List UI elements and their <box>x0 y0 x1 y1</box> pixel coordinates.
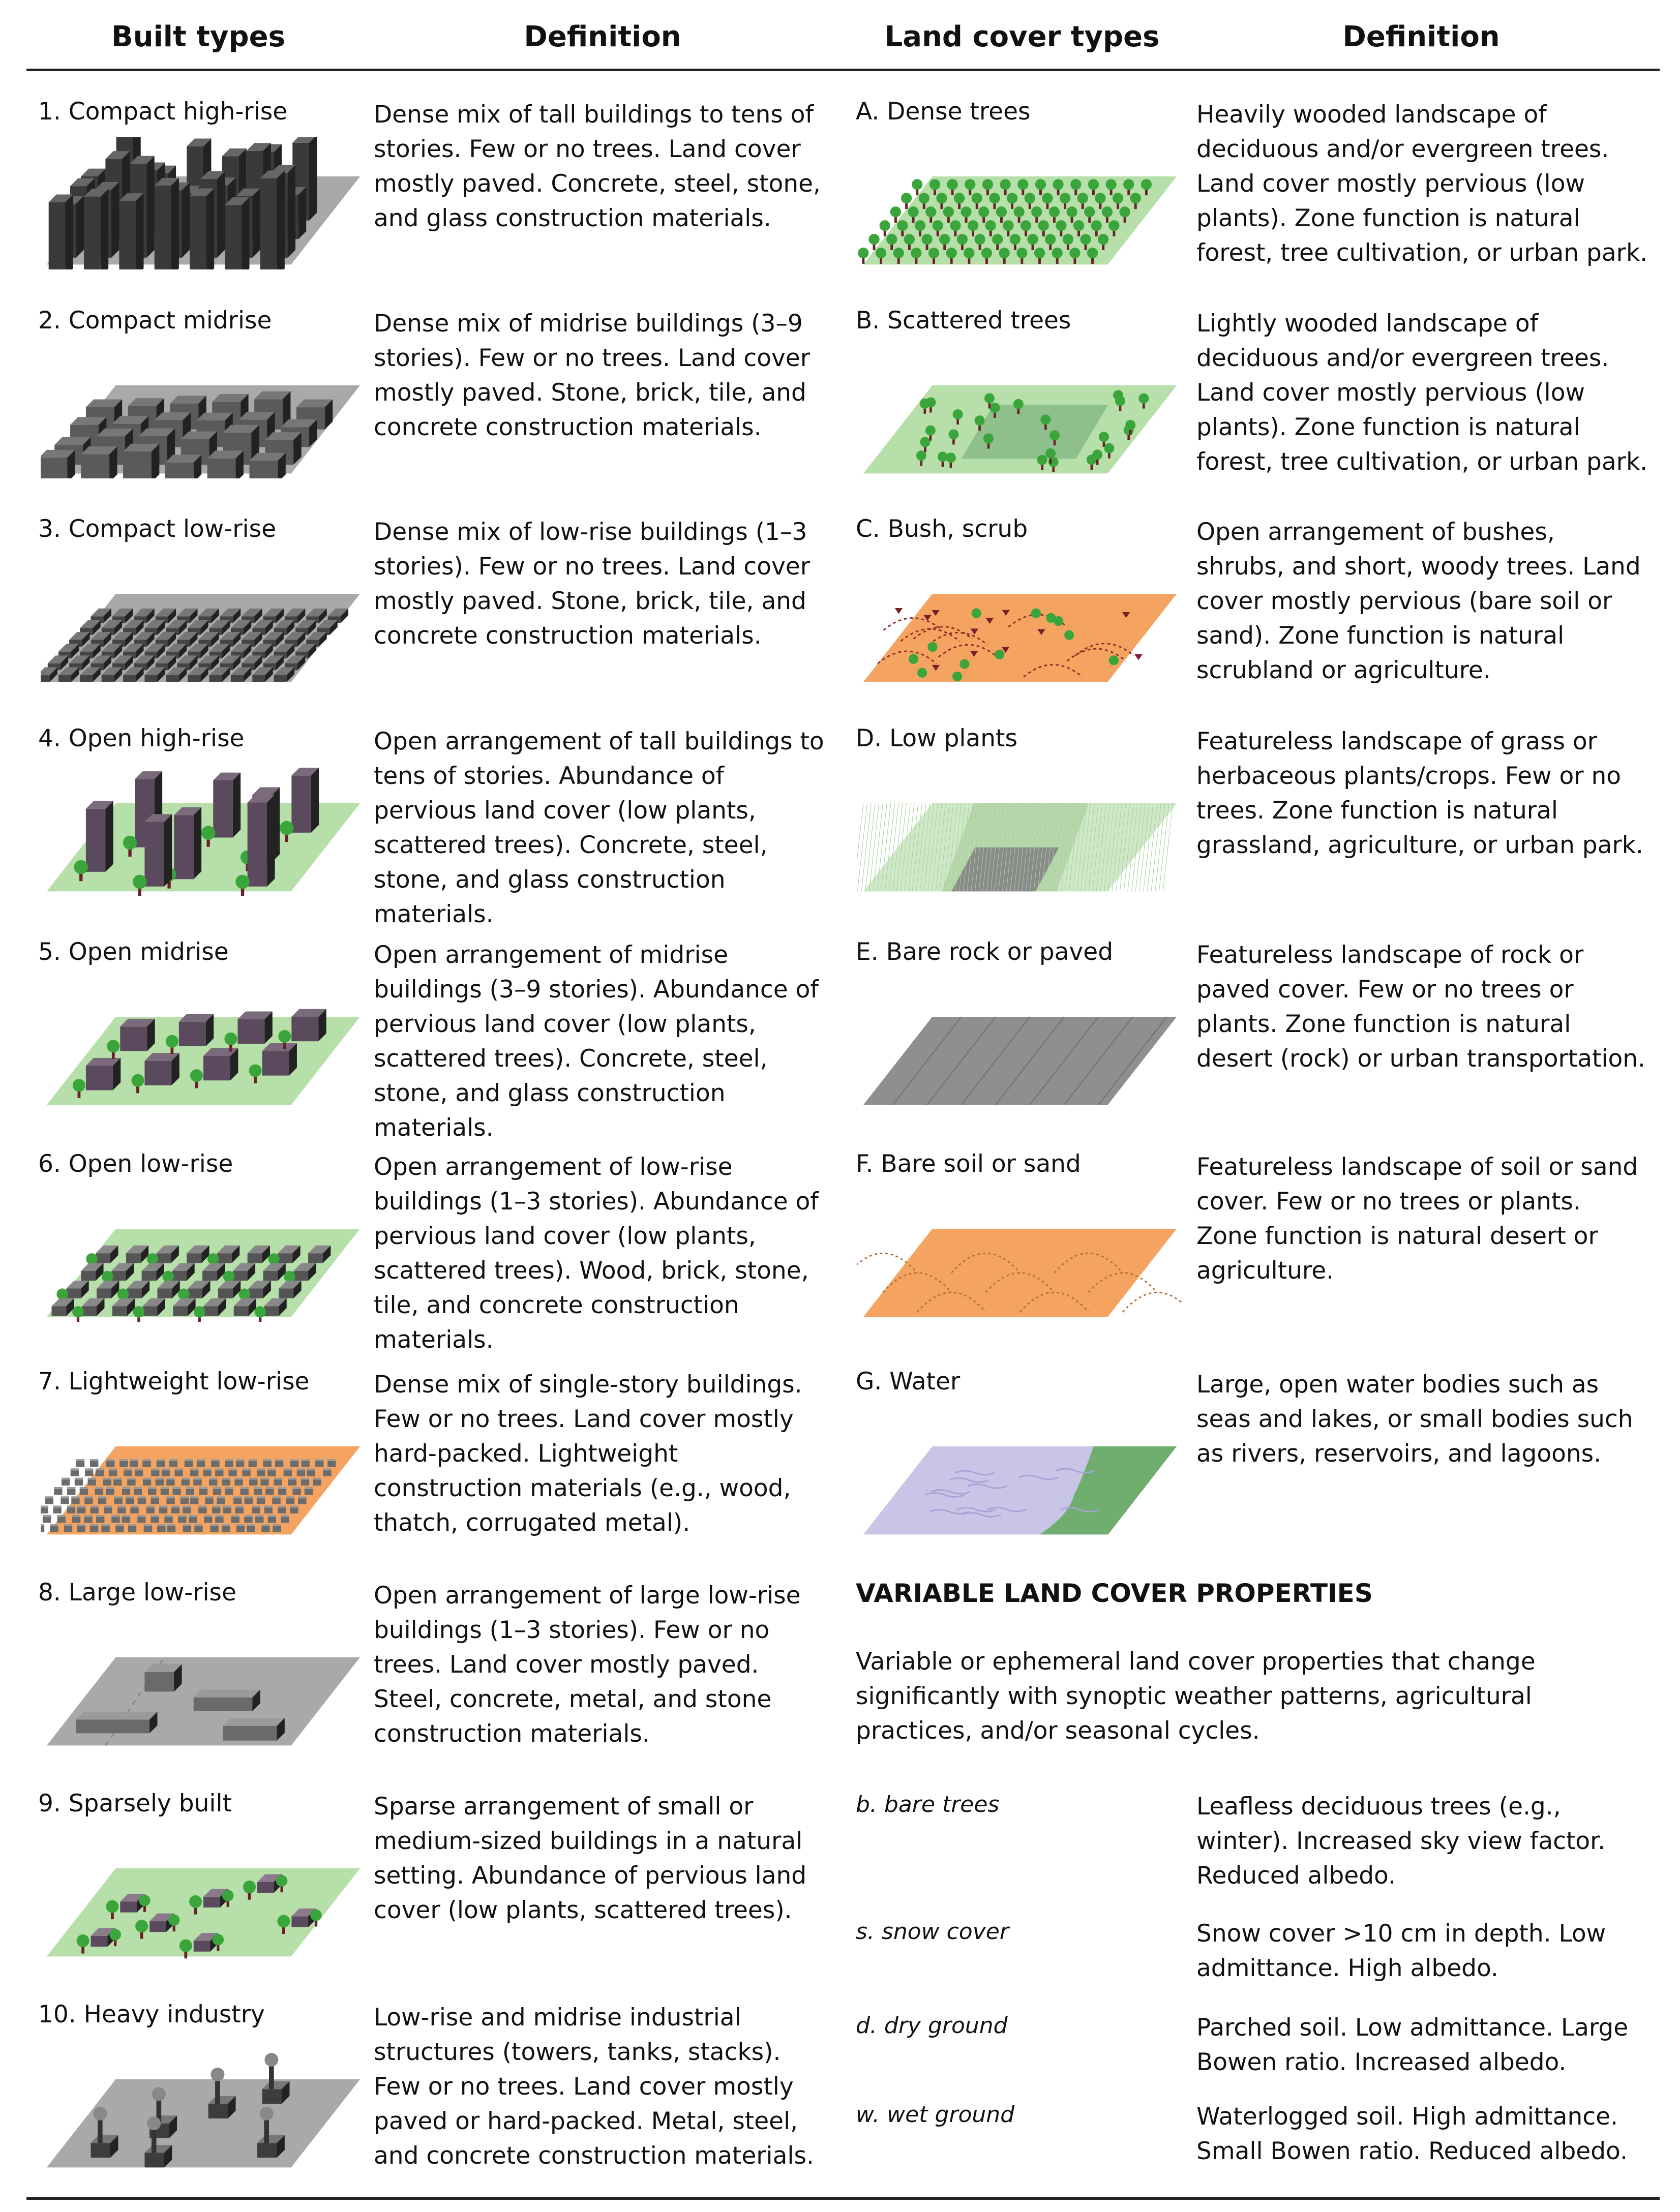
variable-property-definition: Snow cover >10 cm in depth. Low admittance. High albedo. <box>1196 1920 1606 1982</box>
variable-property-name: s. snow cover <box>856 1919 1009 1945</box>
built-type-name: 1. Compact high-rise <box>38 98 288 126</box>
variable-property-name: b. bare trees <box>856 1792 1000 1817</box>
footer-rule <box>26 2197 1660 2200</box>
land-cover-illustration <box>857 1407 1183 1539</box>
built-type-name: 9. Sparsely built <box>38 1790 232 1817</box>
land-cover-illustration <box>857 1190 1183 1322</box>
land-cover-name: E. Bare rock or paved <box>856 938 1114 966</box>
land-cover-definition: Featureless landscape of rock or paved cover. Few or no trees or plants. Zone function is natural desert (rock) or urban transportation. <box>1196 941 1645 1073</box>
land-cover-illustration <box>857 137 1183 269</box>
land-cover-name: B. Scattered trees <box>856 307 1071 335</box>
built-type-definition: Open arrangement of tall buildings to tens of stories. Abundance of pervious land cover (low plants, scattered trees). Concrete, steel, stone, and glass construction materials. <box>374 728 824 928</box>
header-definition-land: Definition <box>1342 20 1500 53</box>
land-cover-illustration <box>857 978 1183 1110</box>
built-type-illustration <box>41 1618 366 1750</box>
built-type-name: 4. Open high-rise <box>38 724 245 752</box>
land-cover-definition: Open arrangement of bushes, shrubs, and short, woody trees. Land cover mostly pervious (bare soil or sand). Zone function is natural scrubland or agriculture. <box>1196 518 1641 684</box>
land-cover-definition: Large, open water bodies such as seas and lakes, or small bodies such as rivers, reservoirs, and lagoons. <box>1196 1371 1633 1468</box>
built-type-illustration <box>41 555 366 687</box>
variable-intro: Variable or ephemeral land cover properties that change significantly with synoptic weather patterns, agricultural practices, and/or seasonal cycles. <box>856 1648 1536 1745</box>
built-type-name: 8. Large low-rise <box>38 1579 236 1607</box>
built-type-definition: Open arrangement of low-rise buildings (1–3 stories). Abundance of pervious land cover (low plants, scattered trees). Wood, brick, stone, tile, and concrete construction materials. <box>374 1153 819 1354</box>
built-type-name: 5. Open midrise <box>38 938 229 966</box>
built-type-name: 10. Heavy industry <box>38 2001 265 2028</box>
built-type-illustration <box>41 978 366 1110</box>
built-type-name: 7. Lightweight low-rise <box>38 1368 310 1396</box>
land-cover-name: C. Bush, scrub <box>856 515 1028 543</box>
land-cover-definition: Featureless landscape of grass or herbaceous plants/crops. Few or no trees. Zone function is natural grassland, agriculture, or urban park. <box>1196 728 1643 859</box>
land-cover-illustration <box>857 346 1183 478</box>
land-cover-definition: Featureless landscape of soil or sand cover. Few or no trees or plants. Zone function is natural desert or agriculture. <box>1196 1153 1638 1285</box>
built-type-definition: Open arrangement of large low-rise buildings (1–3 stories). Few or no trees. Land cover mostly paved. Steel, concrete, metal, and stone construction materials. <box>374 1582 801 1748</box>
land-cover-name: G. Water <box>856 1368 961 1396</box>
land-cover-illustration <box>857 555 1183 687</box>
built-type-definition: Dense mix of midrise buildings (3–9 stories). Few or no trees. Land cover mostly paved. Stone, brick, tile, and concrete construction materials. <box>374 310 811 441</box>
built-type-definition: Dense mix of tall buildings to tens of stories. Few or no trees. Land cover mostly paved. Concrete, steel, stone, and glass construction materials. <box>374 101 821 232</box>
built-type-illustration <box>41 1829 366 1961</box>
variable-property-definition: Leafless deciduous trees (e.g., winter). Increased sky view factor. Reduced albedo. <box>1196 1793 1606 1890</box>
header-built-types: Built types <box>111 20 285 53</box>
built-type-definition: Open arrangement of midrise buildings (3–9 stories). Abundance of pervious land cover (low plants, scattered trees). Concrete, steel, stone, and glass construction materials. <box>374 941 819 1142</box>
land-cover-name: A. Dense trees <box>856 98 1031 126</box>
land-cover-definition: Lightly wooded landscape of deciduous and/or evergreen trees. Land cover mostly pervious (low plants). Zone function is natural forest, tree cultivation, or urban park. <box>1196 310 1648 476</box>
header-rule <box>26 69 1660 71</box>
built-type-name: 3. Compact low-rise <box>38 515 276 543</box>
built-type-definition: Dense mix of single-story buildings. Few or no trees. Land cover mostly hard-packed. Lightweight construction materials (e.g., wood, thatch, corrugated metal). <box>374 1371 802 1537</box>
header-definition-built: Definition <box>524 20 681 53</box>
land-cover-definition: Heavily wooded landscape of deciduous and/or evergreen trees. Land cover mostly pervious (low plants). Zone function is natural forest, tree cultivation, or urban park. <box>1196 101 1648 267</box>
built-type-illustration <box>41 1407 366 1539</box>
built-type-illustration <box>41 346 366 478</box>
land-cover-name: D. Low plants <box>856 724 1017 752</box>
land-cover-name: F. Bare soil or sand <box>856 1150 1081 1178</box>
land-cover-illustration <box>857 764 1183 896</box>
built-type-name: 6. Open low-rise <box>38 1150 233 1178</box>
built-type-definition: Dense mix of low-rise buildings (1–3 stories). Few or no trees. Land cover mostly paved. Stone, brick, tile, and concrete construction materials. <box>374 518 811 650</box>
built-type-name: 2. Compact midrise <box>38 307 272 335</box>
built-type-illustration <box>41 764 366 896</box>
built-type-illustration <box>41 2040 366 2172</box>
built-type-definition: Sparse arrangement of small or medium-sized buildings in a natural setting. Abundance of pervious land cover (low plants, scattered trees). <box>374 1793 807 1924</box>
built-type-illustration <box>41 1190 366 1322</box>
variable-property-definition: Parched soil. Low admittance. Large Bowen ratio. Increased albedo. <box>1196 2014 1629 2076</box>
header-land-cover-types: Land cover types <box>884 20 1160 53</box>
built-type-illustration <box>41 137 366 269</box>
variable-title: VARIABLE LAND COVER PROPERTIES <box>856 1579 1373 1608</box>
variable-property-name: w. wet ground <box>856 2102 1015 2128</box>
variable-property-definition: Waterlogged soil. High admittance. Small Bowen ratio. Reduced albedo. <box>1196 2103 1628 2165</box>
variable-property-name: d. dry ground <box>856 2013 1008 2039</box>
built-type-definition: Low-rise and midrise industrial structures (towers, tanks, stacks). Few or no trees. Land cover mostly paved or hard-packed. Metal, steel, and concrete construction materials. <box>374 2004 814 2170</box>
